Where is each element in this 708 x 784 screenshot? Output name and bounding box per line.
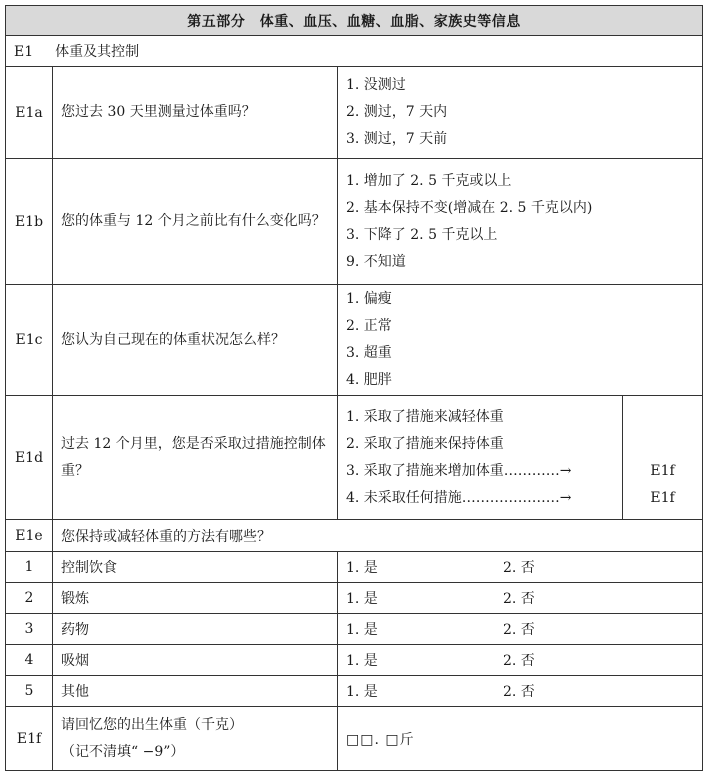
question-row-e1a: [6, 67, 703, 159]
skip-target: [631, 404, 694, 431]
method-number: 3: [6, 614, 53, 645]
method-row: [6, 676, 703, 707]
answer-option[interactable]: 2. 测过，7 天内: [346, 104, 448, 120]
no-option[interactable]: 2. 否: [503, 653, 535, 669]
method-label: 控制饮食: [53, 552, 338, 583]
yes-option[interactable]: 1. 是: [346, 560, 378, 576]
yes-no-options: [338, 552, 703, 583]
answer-boxes[interactable]: □□. □斤: [346, 731, 415, 748]
section-code: E1: [14, 44, 34, 60]
section-label: 体重及其控制: [55, 44, 140, 60]
yes-no-options: [338, 583, 703, 614]
question-code: E1a: [6, 67, 53, 159]
question-code: E1d: [6, 396, 53, 520]
question-text: 您认为自己现在的体重状况怎么样？: [53, 285, 338, 396]
answer-options: [338, 285, 703, 396]
yes-option[interactable]: 1. 是: [346, 684, 378, 700]
question-code: E1e: [6, 520, 53, 552]
question-code: E1b: [6, 159, 53, 285]
answer-option[interactable]: 1. 采取了措施来减轻体重: [346, 408, 504, 425]
question-note: （记不清填“ −9”）: [61, 743, 185, 760]
question-text: 您保持或减轻体重的方法有哪些？: [53, 520, 703, 552]
method-number: 1: [6, 552, 53, 583]
question-row-e1d: [6, 396, 703, 520]
skip-target: E1f: [650, 489, 675, 506]
answer-option[interactable]: 3. 超重: [346, 345, 392, 361]
no-option[interactable]: 2. 否: [503, 622, 535, 638]
questionnaire-table: [5, 5, 703, 771]
no-option[interactable]: 2. 否: [503, 591, 535, 607]
method-label: 锻炼: [53, 583, 338, 614]
yes-no-options: [338, 676, 703, 707]
question-text: 您的体重与 12 个月之前比有什么变化吗？: [53, 159, 338, 285]
no-option[interactable]: 2. 否: [503, 560, 535, 576]
section-title: [6, 36, 703, 67]
question-row-e1e: [6, 520, 703, 552]
question-code: E1f: [6, 707, 53, 771]
question-row-e1f: [6, 707, 703, 771]
method-row: [6, 552, 703, 583]
yes-no-options: [338, 614, 703, 645]
answer-option[interactable]: 3. 采取了措施来增加体重…………→: [346, 462, 572, 479]
question-text: 您过去 30 天里测量过体重吗？: [53, 67, 338, 159]
answer-option[interactable]: 4. 肥胖: [346, 372, 392, 388]
method-number: 2: [6, 583, 53, 614]
method-number: 5: [6, 676, 53, 707]
answer-option[interactable]: 3. 下降了 2. 5 千克以上: [346, 226, 498, 243]
section-row: [6, 36, 703, 67]
question-code: E1c: [6, 285, 53, 396]
method-row: [6, 583, 703, 614]
answer-options: [338, 159, 703, 285]
yes-option[interactable]: 1. 是: [346, 622, 378, 638]
yes-no-options: [338, 645, 703, 676]
method-label: 吸烟: [53, 645, 338, 676]
method-row: [6, 614, 703, 645]
answer-option[interactable]: 2. 正常: [346, 318, 392, 334]
answer-option[interactable]: 9. 不知道: [346, 253, 406, 270]
no-option[interactable]: 2. 否: [503, 684, 535, 700]
question-text: 过去 12 个月里，您是否采取过措施控制体重？: [53, 396, 338, 520]
method-label: 药物: [53, 614, 338, 645]
question-text-line: 请回忆您的出生体重（千克）: [61, 716, 243, 733]
header-row: [6, 6, 703, 36]
question-row-e1c: [6, 285, 703, 396]
answer-option[interactable]: 1. 增加了 2. 5 千克或以上: [346, 172, 512, 189]
answer-option[interactable]: 4. 未采取任何措施…………………→: [346, 489, 572, 506]
question-row-e1b: [6, 159, 703, 285]
skip-target: [631, 431, 694, 458]
method-row: [6, 645, 703, 676]
answer-option[interactable]: 2. 基本保持不变(增减在 2. 5 千克以内): [346, 199, 593, 216]
method-label: 其他: [53, 676, 338, 707]
answer-option[interactable]: 1. 没测过: [346, 77, 406, 93]
answer-option[interactable]: 2. 采取了措施来保持体重: [346, 435, 504, 452]
answer-option[interactable]: 3. 测过，7 天前: [346, 131, 448, 147]
skip-target: E1f: [650, 462, 675, 479]
yes-option[interactable]: 1. 是: [346, 591, 378, 607]
method-number: 4: [6, 645, 53, 676]
part-title: 第五部分 体重、血压、血糖、血脂、家族史等信息: [6, 6, 703, 36]
skip-column: [623, 396, 703, 520]
question-text: [53, 707, 338, 771]
birth-weight-answer: [338, 707, 703, 771]
answer-option[interactable]: 1. 偏瘦: [346, 291, 392, 307]
answer-options: [338, 396, 623, 520]
yes-option[interactable]: 1. 是: [346, 653, 378, 669]
answer-options: [338, 67, 703, 159]
